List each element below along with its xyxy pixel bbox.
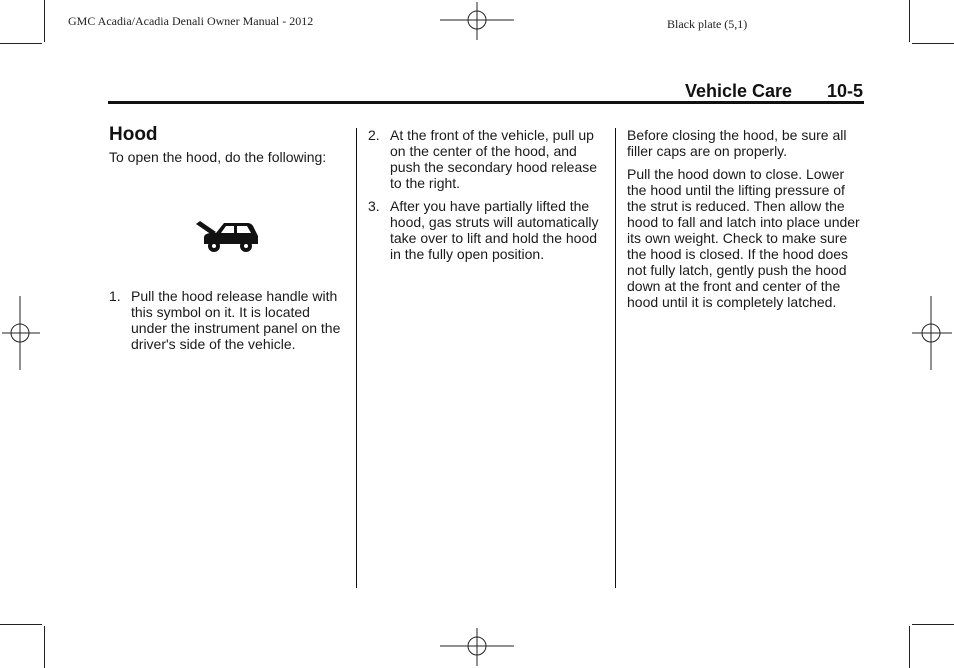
crop-mark bbox=[909, 626, 910, 668]
step-1 bbox=[109, 288, 341, 352]
column-2 bbox=[368, 127, 606, 262]
paragraph: Pull the hood down to close. Lower the hood until the lifting pressure of the strut is reduced. Then allow the hood to fall and latch into place under its own weight. Check to make sure the hood is closed. If the hood does not fully latch, gently push the hood down at the front and center of the hood until it is completely latched. bbox=[627, 166, 860, 310]
hood-release-icon bbox=[194, 219, 260, 253]
list-item bbox=[109, 288, 341, 352]
crop-mark bbox=[912, 624, 954, 625]
step-text: At the front of the vehicle, pull up on the center of the hood, and push the secondary hood release to the right. bbox=[390, 127, 598, 191]
page-number: 10-5 bbox=[827, 81, 864, 101]
slug-manual-title: GMC Acadia/Acadia Denali Owner Manual - 2012 bbox=[68, 14, 314, 28]
step-number: 2. bbox=[368, 127, 380, 143]
registration-mark-bottom bbox=[440, 626, 516, 668]
list-item bbox=[368, 198, 606, 262]
crop-mark bbox=[44, 0, 45, 42]
section-title: Vehicle Care bbox=[685, 81, 793, 101]
registration-mark-top bbox=[440, 0, 516, 44]
paragraph: Before closing the hood, be sure all filler caps are on properly. bbox=[627, 127, 847, 159]
crop-mark bbox=[0, 43, 42, 44]
column-divider bbox=[615, 128, 616, 588]
slug-plate-info: Black plate (5,1) bbox=[667, 17, 748, 31]
crop-mark bbox=[909, 0, 910, 42]
header-rule bbox=[108, 101, 864, 104]
column-1 bbox=[109, 124, 341, 165]
step-text: After you have partially lifted the hood, gas struts will automatically take over to lift and hold the hood in the fully open position. bbox=[390, 198, 599, 262]
registration-mark-left bbox=[0, 296, 44, 372]
intro-text: To open the hood, do the following: bbox=[109, 149, 327, 165]
list-item bbox=[368, 127, 606, 191]
crop-mark bbox=[44, 626, 45, 668]
column-divider bbox=[356, 128, 357, 588]
registration-mark-right bbox=[910, 296, 954, 372]
section-heading: Hood bbox=[109, 124, 158, 145]
step-text: Pull the hood release handle with this symbol on it. It is located under the instrument panel on the driver's side of the vehicle. bbox=[131, 288, 341, 352]
step-number: 1. bbox=[109, 288, 121, 304]
crop-mark bbox=[912, 43, 954, 44]
step-number: 3. bbox=[368, 198, 380, 214]
crop-mark bbox=[0, 624, 42, 625]
column-3 bbox=[627, 127, 865, 310]
